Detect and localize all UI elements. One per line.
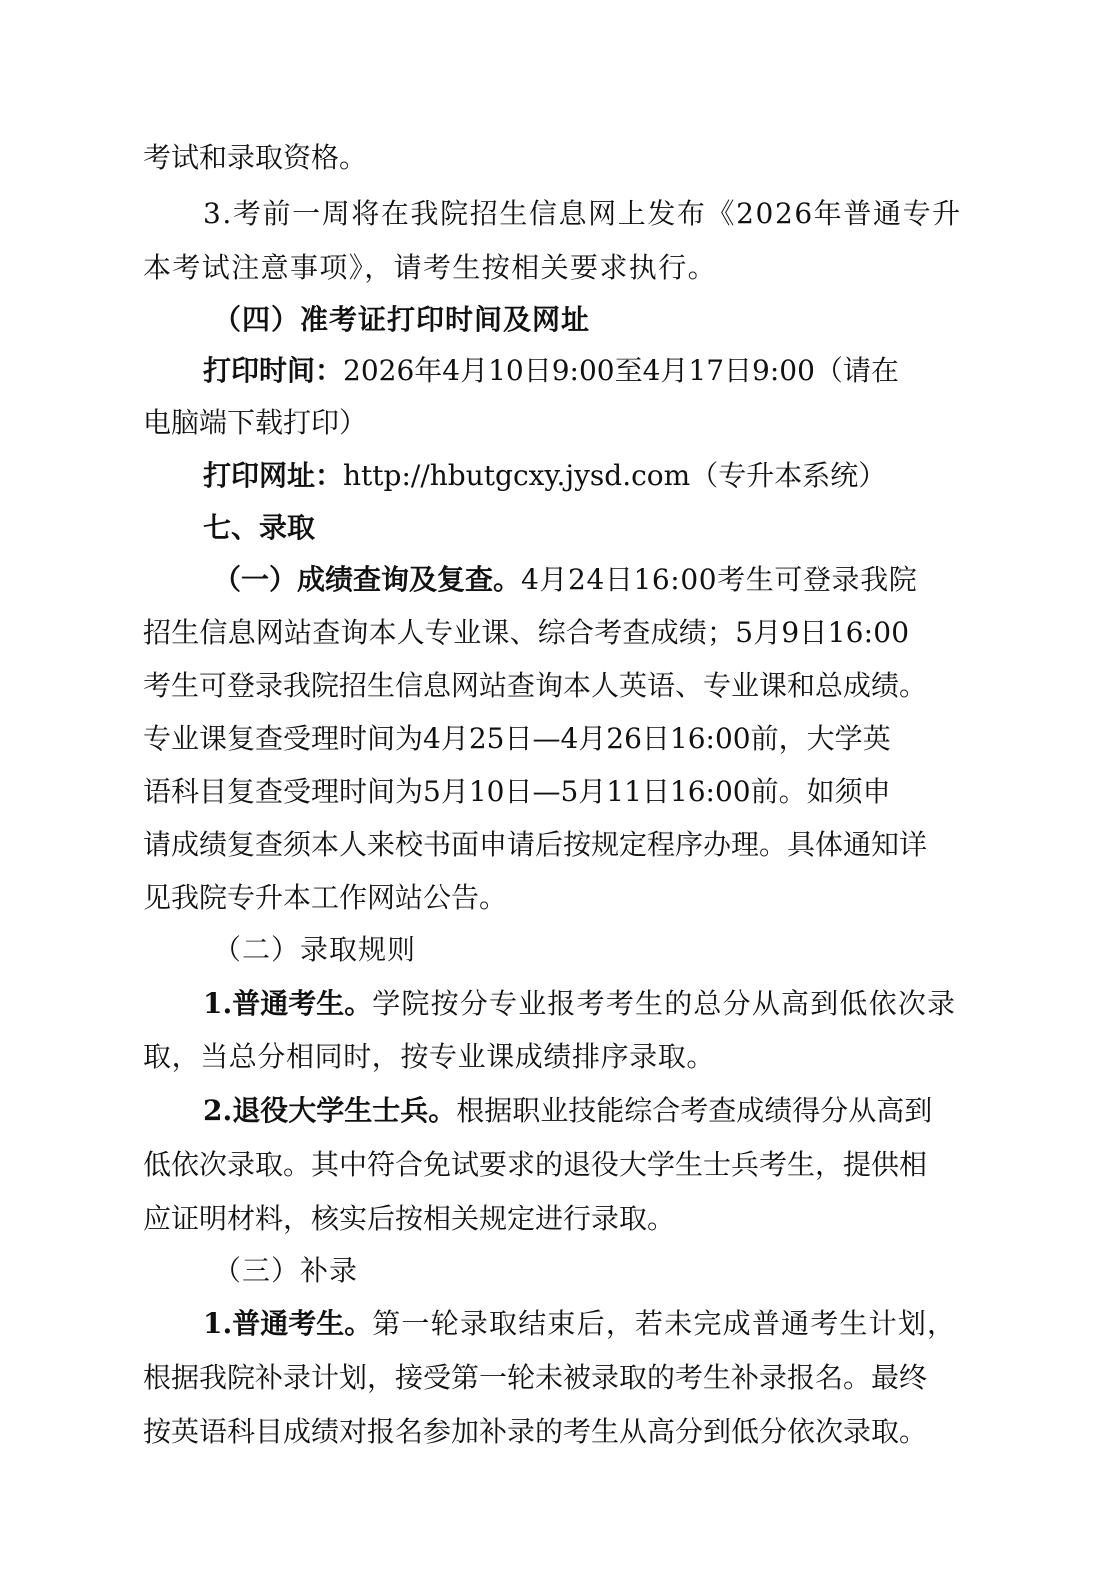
text-run: 应证明材料，核实后按相关规定进行录取。: [143, 1202, 676, 1235]
text-run: 语科目复查受理时间为5月10日—5月11日16:00前。如须申: [143, 775, 891, 808]
section-heading: [213, 292, 1116, 348]
paragraph-line: [203, 1296, 1116, 1352]
subheading-inline: 1.普通考生。: [203, 1307, 373, 1340]
subheading-inline: 2.退役大学生士兵。: [203, 1094, 457, 1127]
text-run: 根据我院补录计划，接受第一轮未被录取的考生补录报名。最终: [143, 1361, 928, 1394]
text-run: 2026年4月10日9:00至4月17日9:00（请在: [343, 354, 899, 387]
subheading-inline: （一）成绩查询及复查。: [213, 563, 522, 596]
text-run: 低依次录取。其中符合免试要求的退役大学生士兵考生，提供相: [143, 1148, 928, 1181]
text-run: 根据职业技能综合考查成绩得分从高到: [456, 1094, 933, 1127]
text-run: 本考试注意事项》，请考生按相关要求执行。: [143, 251, 718, 284]
paragraph-line: [143, 240, 1116, 296]
paragraph-line: [213, 552, 1116, 608]
subheading-inline: 1.普通考生。: [203, 987, 373, 1020]
text-run: 考生可登录我院招生信息网站查询本人英语、专业课和总成绩。: [143, 669, 928, 702]
print-url: http://hbutgcxy.jysd.com（专升本系统）: [343, 459, 887, 492]
text-run: 考试和录取资格。: [143, 141, 368, 174]
paragraph-line: [143, 870, 1116, 926]
paragraph-line: [143, 1404, 1116, 1460]
paragraph-line: [143, 817, 1116, 873]
section-heading: [213, 922, 1116, 978]
text-run: 4月24日16:00考生可登录我院: [521, 563, 918, 596]
paragraph-line: [143, 1350, 1116, 1406]
text-run: 招生信息网站查询本人专业课、综合考查成绩；5月9日16:00: [143, 616, 910, 649]
text-run: 电脑端下载打印）: [143, 406, 368, 439]
paragraph-line: [143, 1137, 1116, 1193]
paragraph-line: [143, 764, 1116, 820]
paragraph-line: [203, 448, 1116, 504]
paragraph-line: [143, 1191, 1116, 1247]
heading-text: （二）录取规则: [213, 933, 417, 966]
paragraph-line: [143, 395, 1116, 451]
text-run: 按英语科目成绩对报名参加补录的考生从高分到低分依次录取。: [143, 1415, 928, 1448]
text-run: 3.考前一周将在我院招生信息网上发布《2026年普通专升: [203, 197, 962, 230]
paragraph-line: [203, 343, 1116, 399]
heading-text: （四）准考证打印时间及网址: [213, 303, 591, 336]
heading-text: 七、录取: [203, 511, 316, 544]
paragraph-line: [203, 976, 1116, 1032]
paragraph-line: [203, 186, 975, 242]
paragraph-line: [203, 1083, 1116, 1139]
section-heading: [213, 1243, 1116, 1299]
paragraph-line: [143, 711, 1116, 767]
paragraph-line: [143, 130, 1116, 186]
chapter-heading: [203, 500, 1116, 556]
text-run: 见我院专升本工作网站公告。: [143, 881, 508, 914]
text-run: 专业课复查受理时间为4月25日—4月26日16:00前，大学英: [143, 722, 891, 755]
text-run: 取，当总分相同时，按专业课成绩排序录取。: [143, 1040, 716, 1073]
paragraph-line: [143, 1029, 1116, 1085]
paragraph-line: [143, 658, 1116, 714]
paragraph-line: [143, 605, 1116, 661]
label-print-url: 打印网址：: [203, 459, 344, 492]
text-run: 学院按分专业报考考生的总分从高到低依次录: [372, 987, 957, 1020]
label-print-time: 打印时间：: [203, 354, 344, 387]
text-run: 第一轮录取结束后，若未完成普通考生计划，: [372, 1307, 957, 1340]
text-run: 请成绩复查须本人来校书面申请后按规定程序办理。具体通知详: [143, 828, 928, 861]
heading-text: （三）补录: [213, 1254, 359, 1287]
